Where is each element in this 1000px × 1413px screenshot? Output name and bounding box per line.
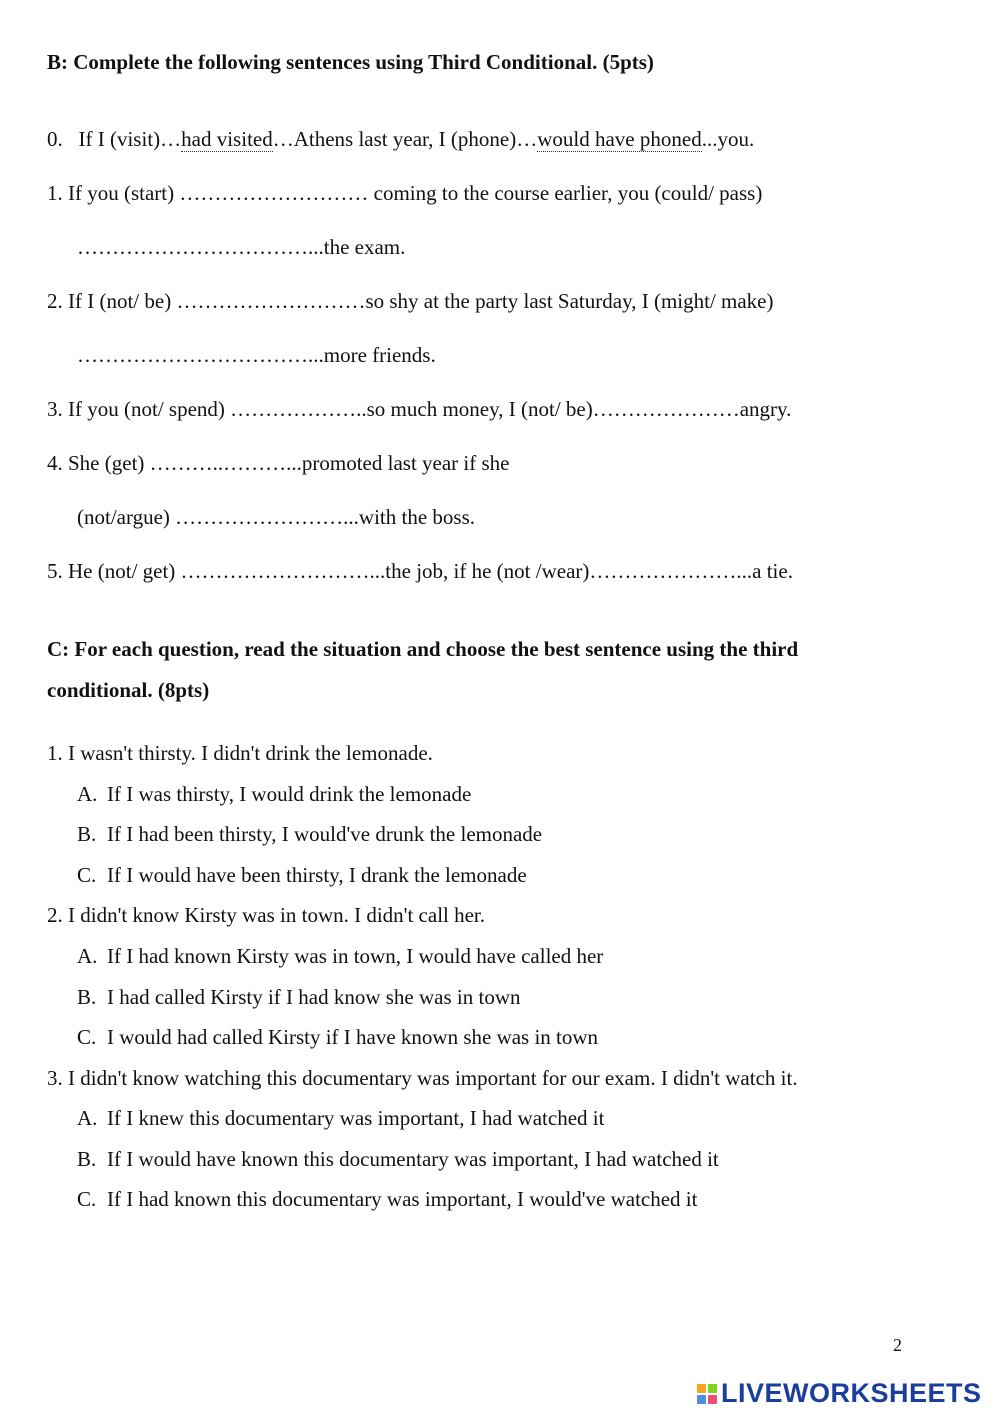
- example-answer-2: would have phoned: [537, 127, 702, 151]
- option-letter: A.: [77, 1106, 98, 1130]
- question-c2-option-a[interactable]: [77, 944, 603, 969]
- question-c2-stem: 2. I didn't know Kirsty was in town. I didn't call her.: [47, 903, 486, 927]
- section-c-heading-line1: C: For each question, read the situation and choose the best sentence using the third: [47, 637, 799, 661]
- option-letter: B.: [77, 985, 97, 1009]
- logo-square-1: [697, 1384, 706, 1393]
- example-text-1: If I (visit)…: [78, 127, 182, 151]
- option-letter: A.: [77, 944, 98, 968]
- question-b5: 5. He (not/ get) ………………………...the job, if he (not /wear)…………………...a tie.: [47, 559, 793, 583]
- option-letter: C.: [77, 1187, 97, 1211]
- option-text: If I would have been thirsty, I drank the lemonade: [107, 863, 527, 887]
- liveworksheets-logo: [697, 1378, 982, 1409]
- question-b2-line2: ……………………………...more friends.: [77, 343, 436, 367]
- option-letter: B.: [77, 1147, 97, 1171]
- section-b-heading: B: Complete the following sentences using Third Conditional. (5pts): [47, 50, 654, 74]
- question-b1-line1: 1. If you (start) ……………………… coming to the course earlier, you (could/ pass): [47, 181, 763, 205]
- logo-square-4: [708, 1395, 717, 1404]
- question-b3: 3. If you (not/ spend) ………………..so much money, I (not/ be)…………………angry.: [47, 397, 792, 421]
- example-text-2: …Athens last year, I (phone)…: [272, 127, 538, 151]
- question-c2-option-b[interactable]: [77, 985, 521, 1010]
- option-text: If I had known Kirsty was in town, I would have called her: [107, 944, 604, 968]
- question-b4-line1: 4. She (get) ………..………...promoted last year if she: [47, 451, 510, 475]
- question-c1-option-a[interactable]: [77, 782, 471, 807]
- example-number: 0.: [47, 127, 63, 151]
- option-text: If I knew this documentary was important, I had watched it: [107, 1106, 605, 1130]
- option-text: If I had been thirsty, I would've drunk the lemonade: [107, 822, 543, 846]
- question-b1-line2: ……………………………...the exam.: [77, 235, 406, 259]
- option-letter: C.: [77, 1025, 97, 1049]
- logo-text: LIVEWORKSHEETS: [721, 1378, 982, 1408]
- example-answer-1: had visited: [181, 127, 273, 151]
- question-b2-line1: 2. If I (not/ be) ………………………so shy at the party last Saturday, I (might/ make): [47, 289, 774, 313]
- question-c2-option-c[interactable]: [77, 1025, 598, 1050]
- option-text: If I had known this documentary was important, I would've watched it: [107, 1187, 698, 1211]
- question-c3-option-c[interactable]: [77, 1187, 697, 1212]
- question-c1-option-c[interactable]: [77, 863, 527, 888]
- question-c3-stem: 3. I didn't know watching this documentary was important for our exam. I didn't watch it.: [47, 1066, 798, 1090]
- example-text-3: ...you.: [701, 127, 755, 151]
- question-b4-line2: (not/argue) ……………………...with the boss.: [77, 505, 475, 529]
- page-number: 2: [893, 1335, 902, 1355]
- option-letter: A.: [77, 782, 98, 806]
- option-letter: B.: [77, 822, 97, 846]
- question-c1-stem: 1. I wasn't thirsty. I didn't drink the lemonade.: [47, 741, 433, 765]
- logo-square-3: [697, 1395, 706, 1404]
- logo-square-2: [708, 1384, 717, 1393]
- question-c3-option-a[interactable]: [77, 1106, 604, 1131]
- option-text: If I was thirsty, I would drink the lemonade: [107, 782, 472, 806]
- section-c-heading-line2: conditional. (8pts): [47, 678, 210, 702]
- option-letter: C.: [77, 863, 97, 887]
- option-text: I would had called Kirsty if I have known she was in town: [107, 1025, 599, 1049]
- question-c1-option-b[interactable]: [77, 822, 542, 847]
- example-sentence: [47, 127, 754, 152]
- option-text: If I would have known this documentary was important, I had watched it: [107, 1147, 719, 1171]
- logo-mark-icon: [697, 1384, 717, 1404]
- question-c3-option-b[interactable]: [77, 1147, 719, 1172]
- option-text: I had called Kirsty if I had know she was in town: [107, 985, 521, 1009]
